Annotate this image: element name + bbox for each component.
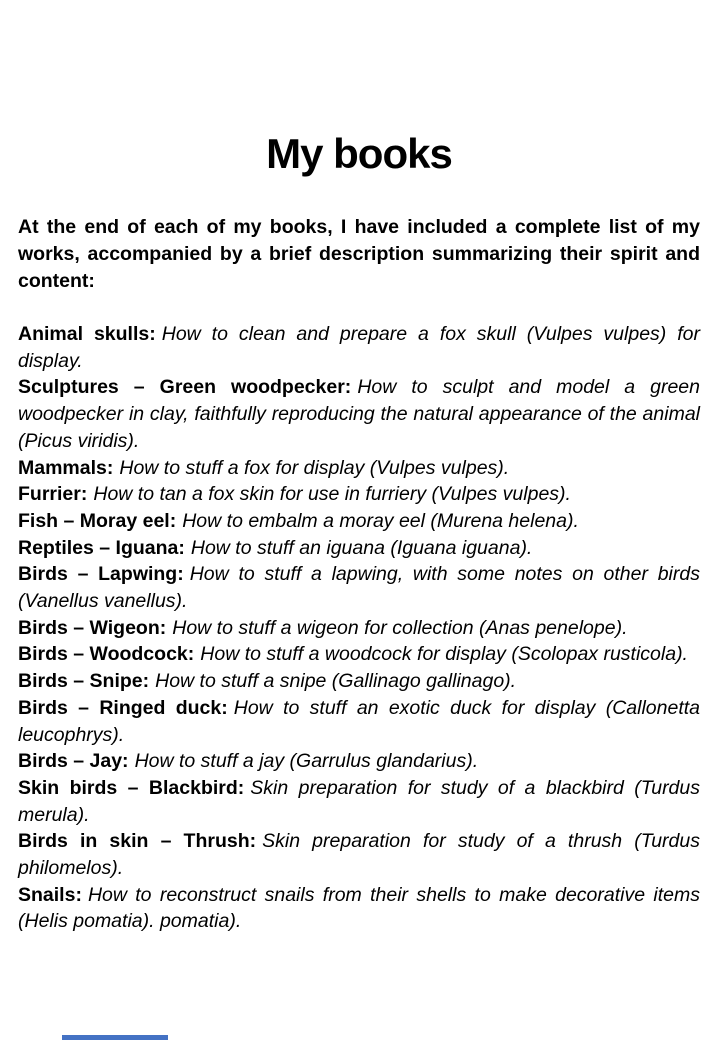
- book-label: Birds – Ringed duck:: [18, 696, 228, 719]
- book-entry: [18, 695, 700, 748]
- book-entry: [18, 668, 700, 695]
- book-label: Skin birds – Blackbird:: [18, 776, 245, 799]
- book-entry: [18, 748, 700, 775]
- book-label: Animal skulls:: [18, 323, 156, 345]
- book-entry: [18, 615, 700, 642]
- partial-blue-element: [62, 1035, 168, 1040]
- book-entry: [18, 508, 700, 535]
- book-description: How to sculpt and model a green woodpecker in clay, faithfully reproducing the natural appearance of the animal (Picus viridis).: [18, 376, 700, 452]
- book-entry: [18, 828, 700, 881]
- book-label: Birds – Jay:: [18, 750, 129, 773]
- book-entry: [18, 882, 700, 935]
- book-entry: [18, 641, 700, 668]
- book-label: Reptiles – Iguana:: [18, 536, 185, 559]
- book-description: How to stuff a snipe (Gallinago gallinago).: [155, 670, 517, 693]
- book-description: How to reconstruct snails from their shells to make decorative items (Helis pomatia). pomatia).: [18, 883, 700, 933]
- book-entry: [18, 561, 700, 614]
- book-description: How to stuff a woodcock for display (Scolopax rusticola).: [200, 643, 688, 666]
- book-description: How to stuff an exotic duck for display (Callonetta leucophrys).: [18, 696, 701, 746]
- book-description: Skin preparation for study of a thrush (Turdus philomelos).: [18, 830, 700, 880]
- book-list: [18, 321, 700, 935]
- book-label: Birds – Snipe:: [18, 670, 150, 693]
- book-label: Snails:: [18, 883, 82, 906]
- book-description: How to embalm a moray eel (Murena helena).: [182, 509, 579, 532]
- book-description: How to stuff a lapwing, with some notes on other birds (Vanellus vanellus).: [18, 563, 700, 613]
- book-label: Birds in skin – Thrush:: [18, 830, 257, 853]
- book-description: How to stuff an iguana (Iguana iguana).: [190, 536, 533, 559]
- book-entry: [18, 775, 700, 828]
- book-label: Birds – Woodcock:: [18, 643, 195, 666]
- page-title: My books: [266, 130, 452, 177]
- book-entry: [18, 481, 700, 508]
- book-description: How to clean and prepare a fox skull (Vulpes vulpes) for display.: [18, 323, 700, 372]
- book-description: How to stuff a jay (Garrulus glandarius).: [134, 750, 479, 773]
- book-description: How to stuff a wigeon for collection (Anas penelope).: [172, 616, 628, 639]
- book-label: Birds – Wigeon:: [18, 616, 167, 639]
- book-description: How to stuff a fox for display (Vulpes vulpes).: [119, 456, 510, 479]
- book-label: Furrier:: [18, 483, 88, 506]
- book-label: Birds – Lapwing:: [18, 563, 184, 586]
- book-description: How to tan a fox skin for use in furriery (Vulpes vulpes).: [93, 483, 571, 506]
- book-label: Mammals:: [18, 456, 114, 479]
- book-description: Skin preparation for study of a blackbird (Turdus merula).: [18, 776, 700, 826]
- book-entry: [18, 455, 700, 482]
- intro-paragraph: At the end of each of my books, I have included a complete list of my works, accompanied by a brief description summarizing their spirit and content:: [18, 216, 700, 292]
- book-label: Sculptures – Green woodpecker:: [18, 376, 352, 399]
- book-entry: [18, 374, 700, 454]
- book-entry: [18, 321, 700, 374]
- book-label: Fish – Moray eel:: [18, 509, 177, 532]
- book-entry: [18, 535, 700, 562]
